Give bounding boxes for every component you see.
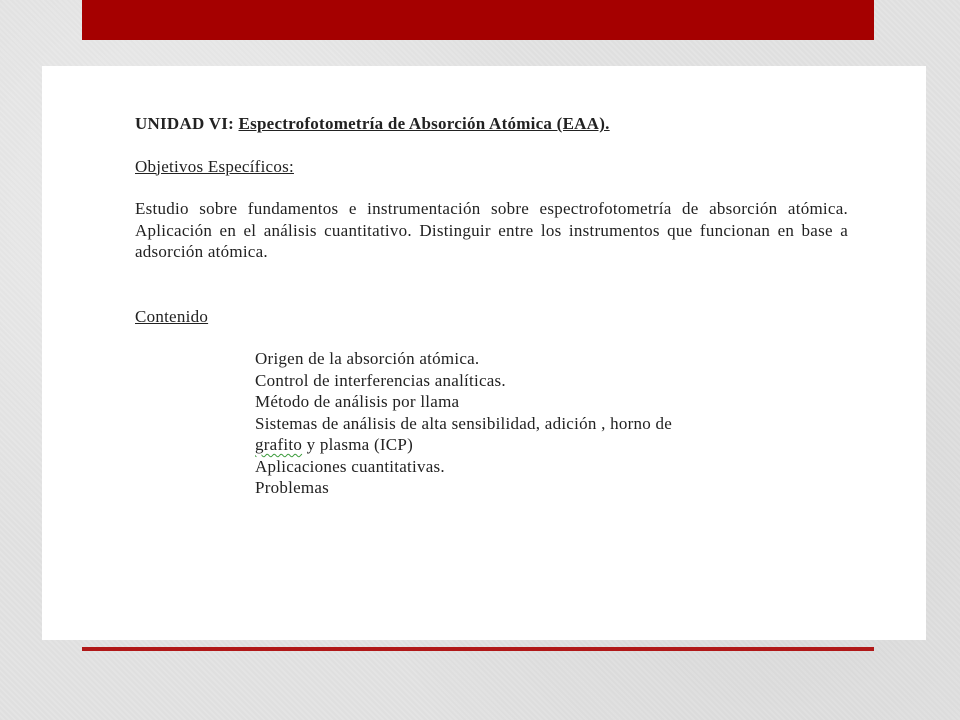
list-item: Problemas bbox=[255, 478, 330, 497]
bottom-accent-line bbox=[82, 647, 874, 651]
list-item: Método de análisis por llama bbox=[255, 392, 460, 411]
unit-title: Espectrofotometría de Absorción Atómica (EAA). bbox=[238, 114, 610, 133]
list-item: Control de interferencias analíticas. bbox=[255, 370, 506, 390]
top-accent-bar bbox=[82, 0, 874, 40]
objectives-heading: Objetivos Específicos: bbox=[135, 156, 294, 176]
list-item: Sistemas de análisis de alta sensibilidad, adición , horno de bbox=[255, 413, 673, 433]
list-item-continuation-text: y plasma (ICP) bbox=[302, 435, 414, 454]
objectives-text: Estudio sobre fundamentos e instrumentación sobre espectrofotometría de absorción atómica. Aplicación en el análisis cuantitativo. Distinguir entre los instrumentos que funcionan en base a adsorción atómica. bbox=[135, 199, 848, 261]
content-list bbox=[135, 348, 848, 499]
list-item: Aplicaciones cuantitativas. bbox=[255, 456, 445, 476]
document-body bbox=[135, 113, 848, 499]
unit-label: UNIDAD VI: bbox=[135, 114, 239, 133]
list-item-continuation bbox=[255, 434, 848, 456]
unit-heading bbox=[135, 113, 848, 135]
list-item: Origen de la absorción atómica. bbox=[255, 349, 480, 368]
spellcheck-word: grafito bbox=[255, 435, 303, 454]
content-heading: Contenido bbox=[135, 306, 209, 326]
